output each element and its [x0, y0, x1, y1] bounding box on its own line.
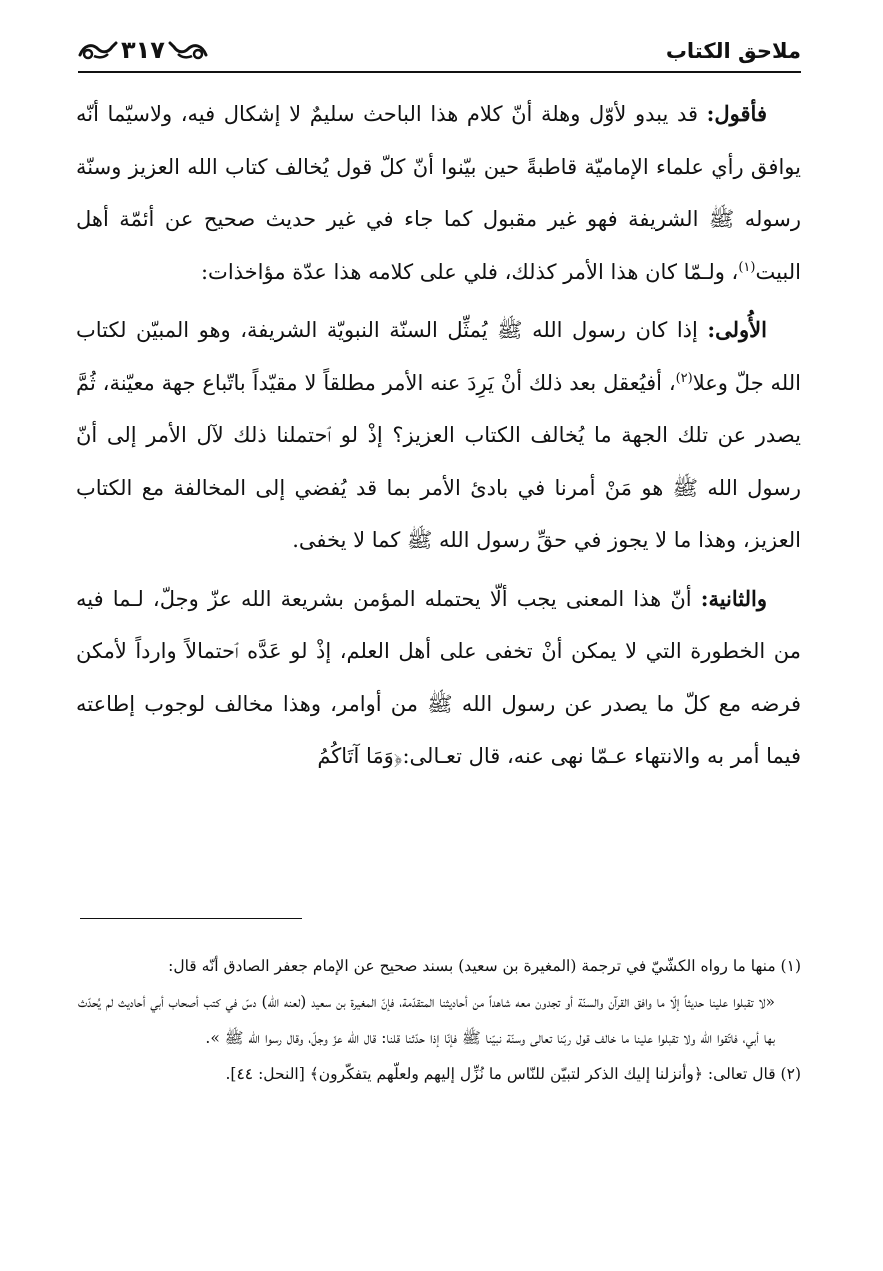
footnote-1: [78, 948, 801, 1056]
footnote-ref-1: (١): [738, 259, 756, 275]
header-rule: [78, 71, 801, 73]
right-ornament-icon: [168, 39, 208, 61]
footnote-1-line-1: (١) منها ما رواه الكشّيّ في ترجمة (المغيرة بن سعيد) بسند صحيح عن الإمام جعفر الصادق أنّه قال:: [168, 957, 801, 975]
paragraph-1: [76, 88, 801, 298]
page-number-box: [78, 33, 208, 67]
paragraph-3: [76, 573, 801, 783]
left-ornament-icon: [78, 39, 118, 61]
paragraph-3-text: أنّ هذا المعنى يجب ألّا يحتمله المؤمن بشريعة الله عزّ وجلّ، لـما فيه من الخطورة التي لا يمكن أنْ تخفى على أهل العلم، إذْ لو عَدَّه ٱحتمالاً وارداً لأمكن فرضه مع كلّ ما يصدر عن رسول الله ﷺ من أوامر، وهذا مخالف لوجوب إطاعته فيما أمر به والانتهاء عـمّا نهى عنه، قال تعـالى:: [76, 586, 801, 768]
paragraph-2-lead: الأُولى:: [707, 317, 767, 342]
footnotes: [78, 948, 801, 1092]
footnote-separator: [80, 918, 302, 919]
paragraph-2: [76, 304, 801, 567]
quran-verse-start: ﴿وَمَا آتَاكُمُ: [317, 744, 403, 768]
page-header: [78, 33, 801, 71]
page-number: ٣١٧: [121, 36, 165, 64]
footnote-2: (٢) قال تعالى: ﴿وأنزلنا إليك الذكر لتبيّن للنّاس ما نُزِّل إليهم ولعلّهم يتفكّرون﴾ [النحل: ٤٤].: [225, 1065, 801, 1083]
paragraph-2-text: إذا كان رسول الله ﷺ يُمثِّل السنّة النبويّة الشريفة، وهو المبيّن لكتاب الله جلّ وعلا: [76, 318, 801, 395]
section-title: ملاحق الكتاب: [665, 39, 801, 63]
paragraph-1-lead: فأقول:: [706, 101, 767, 126]
paragraph-1-text-cont: ، ولـمّا كان هذا الأمر كذلك، فلي على كلامه هذا عدّة مؤاخذات:: [200, 259, 739, 284]
footnote-1-quote: «لا تقبلوا علينا حديثاً إلّا ما وافق القرآن والسنّة أو تجدون معه شاهداً من أحاديثنا المتقدّمة، فإنّ المغيرة بن سعيد (لعنه الله) دسّ في كتب أصحاب أبي أحاديث لم يُحدّث بها أبي، فاتّقوا الله ولا تقبلوا علينا ما خالف قول ربّنا تعالى وسنّة نبيّنا ﷺ فإنّا إذا حدّثنا قلنا: قال الله عزّ وجلّ، وقال رسوا الله ﷺ ».: [78, 993, 775, 1047]
footnote-ref-2: (٢): [675, 370, 693, 386]
paragraph-3-lead: والثانية:: [700, 585, 767, 611]
paragraph-2-text-cont: ، أفيُعقل بعد ذلك أنْ يَرِدَ عنه الأمر مطلقاً لا مقيّداً باتّباع جهة معيّنة، ثُمَّ يصدر عن تلك الجهة ما يُخالف الكتاب العزيز؟ إذْ لو ٱحتملنا ذلك لآل الأمر إلى أنّ رسول الله ﷺ هو مَنْ أمرنا في بادئ الأمر بما قد يُفضي إلى المخالفة مع الكتاب العزيز، وهذا ما لا يجوز في حقِّ رسول الله ﷺ كما لا يخفى.: [76, 370, 801, 552]
paragraph-1-text: قد يبدو لأوّل وهلة أنّ كلام هذا الباحث سليمٌ لا إشكال فيه، ولاسيّما أنّه يوافق رأي علماء الإماميّة قاطبةً حين بيّنوا أنّ كلّ قول يُخالف كتاب الله العزيز وسنّة رسوله ﷺ الشريفة فهو غير مقبول كما جاء في غير حديث صحيح عن أئمّة أهل البيت: [76, 102, 801, 284]
body-text: [76, 88, 801, 789]
